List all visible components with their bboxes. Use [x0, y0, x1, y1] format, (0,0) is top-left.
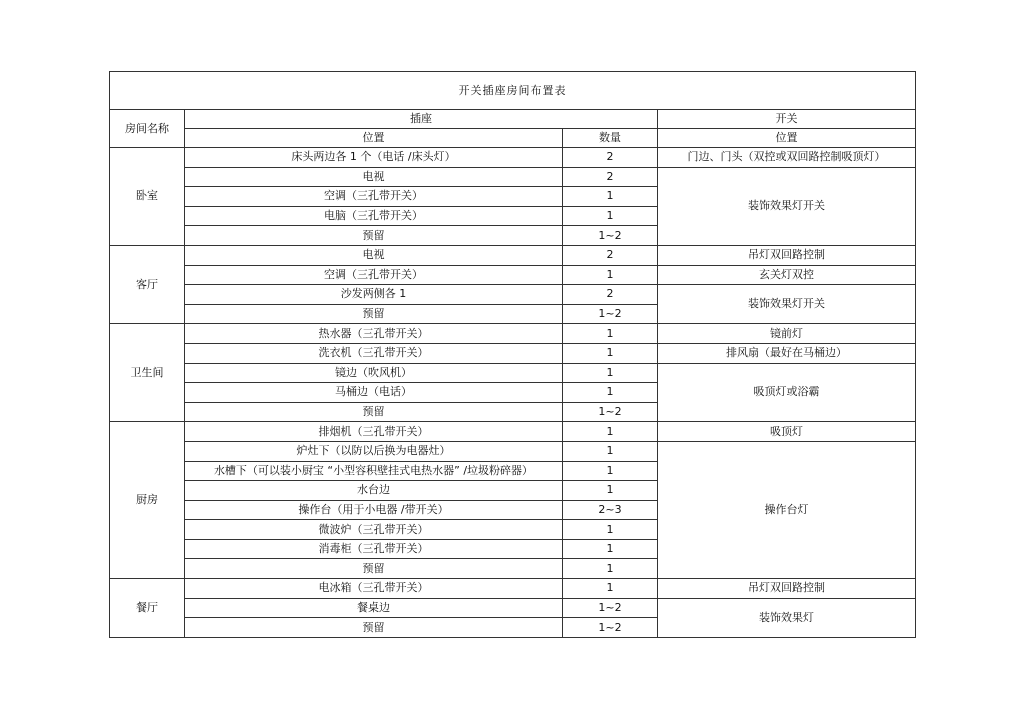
socket-position: 排烟机（三孔带开关） [185, 422, 563, 442]
room-name-kitchen: 厨房 [110, 422, 185, 579]
socket-quantity: 1 [563, 383, 658, 403]
socket-position: 预留 [185, 226, 563, 246]
socket-position: 电脑（三孔带开关） [185, 206, 563, 226]
room-name-living: 客厅 [110, 245, 185, 323]
socket-quantity: 1 [563, 579, 658, 599]
socket-quantity: 1 [563, 265, 658, 285]
socket-quantity: 1 [563, 422, 658, 442]
header-socket: 插座 [185, 110, 658, 129]
socket-quantity: 1 [563, 343, 658, 363]
socket-position: 马桶边（电话） [185, 383, 563, 403]
title-row [110, 72, 916, 110]
switch-position: 装饰效果灯 [658, 598, 916, 637]
header-socket-quantity: 数量 [563, 129, 658, 148]
header-socket-position: 位置 [185, 129, 563, 148]
switch-position: 吸顶灯 [658, 422, 916, 442]
socket-position: 沙发两侧各 1 [185, 285, 563, 305]
socket-position: 操作台（用于小电器 /带开关） [185, 500, 563, 520]
socket-quantity: 1 [563, 559, 658, 579]
switch-position: 操作台灯 [658, 441, 916, 578]
socket-position: 炉灶下（以防以后换为电器灶） [185, 441, 563, 461]
socket-position: 消毒柜（三孔带开关） [185, 539, 563, 559]
header-switch-position: 位置 [658, 129, 916, 148]
socket-position: 镜边（吹风机） [185, 363, 563, 383]
subheader-row [110, 129, 916, 148]
switch-position: 排风扇（最好在马桶边） [658, 343, 916, 363]
socket-position: 水槽下（可以装小厨宝 “小型容积壁挂式电热水器” /垃圾粉碎器） [185, 461, 563, 481]
switch-position: 玄关灯双控 [658, 265, 916, 285]
socket-position: 热水器（三孔带开关） [185, 324, 563, 344]
socket-quantity: 1 [563, 206, 658, 226]
socket-quantity: 1 [563, 461, 658, 481]
table-row [110, 441, 916, 461]
socket-position: 空调（三孔带开关） [185, 187, 563, 207]
socket-position: 微波炉（三孔带开关） [185, 520, 563, 540]
socket-quantity: 1 [563, 539, 658, 559]
socket-quantity: 1 [563, 187, 658, 207]
page-title: 开关插座房间布置表 [110, 72, 916, 110]
socket-quantity: 1~2 [563, 402, 658, 422]
table-row [110, 579, 916, 599]
layout-table [109, 71, 916, 638]
socket-position: 预留 [185, 304, 563, 324]
table-row [110, 598, 916, 618]
room-name-dining: 餐厅 [110, 579, 185, 638]
socket-quantity: 2~3 [563, 500, 658, 520]
socket-position: 电视 [185, 167, 563, 187]
header-row [110, 110, 916, 129]
socket-quantity: 1~2 [563, 226, 658, 246]
switch-position: 装饰效果灯开关 [658, 167, 916, 245]
switch-position: 吸顶灯或浴霸 [658, 363, 916, 422]
socket-quantity: 1 [563, 324, 658, 344]
table-row [110, 148, 916, 168]
socket-quantity: 1 [563, 520, 658, 540]
table-row [110, 265, 916, 285]
socket-quantity: 1~2 [563, 598, 658, 618]
socket-quantity: 1~2 [563, 304, 658, 324]
socket-position: 洗衣机（三孔带开关） [185, 343, 563, 363]
socket-quantity: 1 [563, 481, 658, 501]
socket-quantity: 2 [563, 285, 658, 305]
switch-position: 门边、门头（双控或双回路控制吸顶灯） [658, 148, 916, 168]
socket-quantity: 1~2 [563, 618, 658, 638]
socket-position: 预留 [185, 618, 563, 638]
switch-position: 镜前灯 [658, 324, 916, 344]
table-row [110, 324, 916, 344]
header-room-name: 房间名称 [110, 110, 185, 148]
socket-position: 床头两边各 1 个（电话 /床头灯） [185, 148, 563, 168]
socket-quantity: 2 [563, 245, 658, 265]
socket-position: 电冰箱（三孔带开关） [185, 579, 563, 599]
room-name-bedroom: 卧室 [110, 148, 185, 246]
table-row [110, 363, 916, 383]
socket-quantity: 1 [563, 363, 658, 383]
table-row [110, 422, 916, 442]
room-name-bathroom: 卫生间 [110, 324, 185, 422]
switch-position: 吊灯双回路控制 [658, 579, 916, 599]
table-row [110, 343, 916, 363]
header-switch: 开关 [658, 110, 916, 129]
socket-position: 空调（三孔带开关） [185, 265, 563, 285]
socket-quantity: 2 [563, 148, 658, 168]
socket-position: 预留 [185, 402, 563, 422]
table-row [110, 167, 916, 187]
table-row [110, 285, 916, 305]
socket-quantity: 1 [563, 441, 658, 461]
socket-position: 餐桌边 [185, 598, 563, 618]
switch-position: 装饰效果灯开关 [658, 285, 916, 324]
table-row [110, 245, 916, 265]
socket-position: 水台边 [185, 481, 563, 501]
socket-position: 预留 [185, 559, 563, 579]
socket-quantity: 2 [563, 167, 658, 187]
switch-position: 吊灯双回路控制 [658, 245, 916, 265]
socket-position: 电视 [185, 245, 563, 265]
